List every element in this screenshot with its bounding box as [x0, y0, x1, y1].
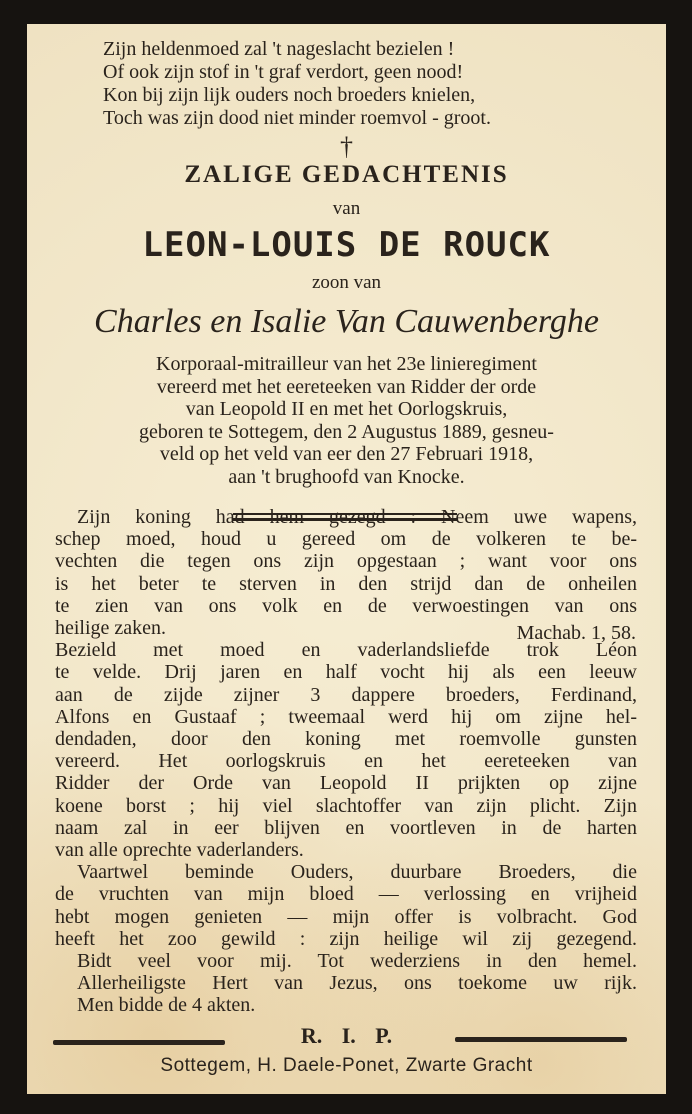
body-line: Alfons en Gustaaf ; tweemaal werd hij om zijne hel- — [55, 706, 637, 728]
heading: ZALIGE GEDACHTENIS — [184, 161, 509, 188]
body-line: koene borst ; hij viel slachtoffer van zijn plicht. Zijn — [55, 795, 637, 817]
body-line: te velde. Drij jaren en half vocht hij als een leeuw — [55, 662, 637, 684]
divider-right — [455, 1037, 627, 1042]
body-line: Men bidde de 4 akten. — [77, 995, 256, 1017]
body-line: aan de zijde zijner 3 dappere broeders, Ferdinand, — [55, 684, 637, 706]
body-line: heeft het zoo gewild : zijn heilige wil zij gezegend. — [55, 928, 637, 950]
son-of-label: zoon van — [311, 272, 382, 293]
bio-line: geboren te Sottegem, den 2 Augustus 1889, gesneu- — [139, 420, 554, 443]
deceased-name: LEON-LOUIS DE ROUCK — [142, 225, 551, 265]
body-line: Vaartwel beminde Ouders, duurbare Broeders, die — [77, 862, 637, 884]
body-line: heilige zaken. — [55, 618, 167, 639]
body-line: Zijn koning had hem gezegd : Neem uwe wapens, — [77, 507, 637, 528]
poem-line: Kon bij zijn lijk ouders noch broeders knielen, — [103, 84, 476, 106]
bio-line: Korporaal-mitrailleur van het 23e linieregiment — [156, 353, 537, 375]
body-line: Bidt veel voor mij. Tot wederziens in den hemel. — [77, 951, 637, 972]
body-line: Bezield met moed en vaderlandsliefde trok Léon — [55, 640, 637, 662]
body-line: naam zal in eer blijven en voortleven in de harten — [55, 817, 637, 839]
poem-line: Toch was zijn dood niet minder roemvol - groot. — [103, 107, 491, 129]
body-line: is het beter te sterven in den strijd dan de onheilen — [55, 573, 637, 595]
body-line: van alle oprechte vaderlanders. — [55, 840, 304, 861]
body-line: schep moed, houd u gereed om de volkeren te be- — [55, 529, 637, 551]
rip: R. I. P. — [300, 1023, 393, 1048]
bio-line: vereerd met het eereteeken van Ridder der orde — [156, 375, 537, 398]
poem-line: Zijn heldenmoed zal 't nageslacht bezielen ! — [103, 38, 455, 60]
poem-line: Of ook zijn stof in 't graf verdort, geen nood! — [103, 61, 464, 83]
memorial-card — [27, 24, 666, 1094]
body-line: te zien van ons volk en de verwoestingen van ons — [55, 595, 637, 617]
body-line: hebt mogen genieten — mijn offer is volbracht. God — [55, 906, 637, 928]
bio-line: aan 't brughoofd van Knocke. — [228, 465, 465, 488]
body-line: vechten die tegen ons zijn opgestaan ; want voor ons — [55, 551, 637, 573]
bio-line: veld op het veld van eer den 27 Februari 1918, — [159, 443, 534, 465]
body-line: de vruchten van mijn bloed — verlossing en vrijheid — [55, 884, 637, 906]
body-line: dendaden, door den koning met roemvolle gunsten — [55, 729, 637, 750]
body-line: Ridder der Orde van Leopold II prijkten op zijne — [55, 773, 637, 795]
printer-imprint: Sottegem, H. Daele-Ponet, Zwarte Gracht — [160, 1055, 533, 1076]
bio-line: van Leopold II en met het Oorlogskruis, — [185, 398, 508, 420]
body-line: vereerd. Het oorlogskruis en het eereteeken van — [55, 751, 637, 773]
parents-names: Charles en Isalie Van Cauwenberghe — [94, 303, 599, 340]
van-label: van — [332, 198, 361, 219]
citation: Machab. 1, 58. — [516, 622, 636, 644]
cross-icon: † — [340, 132, 353, 161]
body-line: Allerheiligste Hert van Jezus, ons toekome uw rijk. — [77, 973, 637, 995]
